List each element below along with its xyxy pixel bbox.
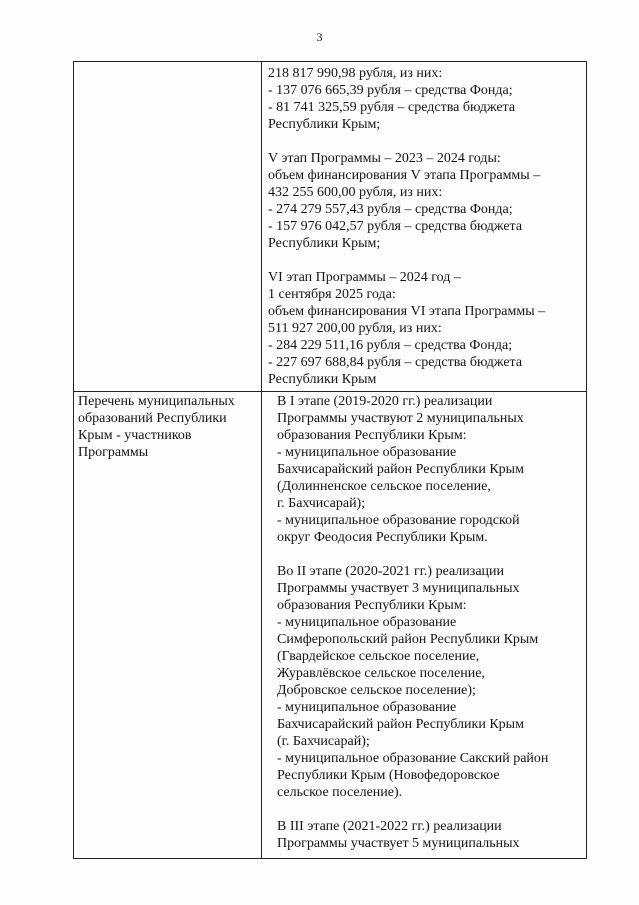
stage5-line: - 157 976 042,57 рубля – средства бюджета xyxy=(268,219,523,234)
stage3-line: Программы участвует 5 муниципальных xyxy=(277,836,520,851)
stage1-line: Программы участвуют 2 муниципальных xyxy=(277,411,524,426)
stage5-line: V этап Программы – 2023 – 2024 годы: xyxy=(268,151,501,166)
stage5-line: Республики Крым; xyxy=(268,236,381,251)
stage1-line: В I этапе (2019-2020 гг.) реализации xyxy=(277,394,493,409)
stage2-line: Программы участвует 3 муниципальных xyxy=(277,581,520,596)
stage2-line: Во II этапе (2020-2021 гг.) реализации xyxy=(277,564,505,579)
stage1-line: округ Феодосия Республики Крым. xyxy=(277,530,488,545)
stage6-line: - 284 229 511,16 рубля – средства Фонда; xyxy=(268,338,513,353)
stage1-line: - муниципальное образование городской xyxy=(277,513,520,528)
stage2-line: Добровское сельское поселение); xyxy=(277,683,476,698)
program-passport-table xyxy=(73,61,587,859)
stage2-line: Республики Крым (Новофедоровское xyxy=(277,768,500,783)
column-divider xyxy=(261,62,262,858)
funding-line: - 81 741 325,59 рубля – средства бюджета xyxy=(268,100,516,115)
page-number: 3 xyxy=(316,30,323,44)
participants-label-line: Программы xyxy=(78,445,149,460)
stage2-line: сельское поселение). xyxy=(277,785,403,800)
stage6-line: - 227 697 688,84 рубля – средства бюджета xyxy=(268,355,523,370)
stage2-line: образования Республики Крым: xyxy=(277,598,467,613)
stage5-line: 432 255 600,00 рубля, из них: xyxy=(268,185,443,200)
stage2-line: Бахчисарайский район Республики Крым xyxy=(277,717,524,732)
funding-cell xyxy=(268,65,582,388)
stage3-line: В III этапе (2021-2022 гг.) реализации xyxy=(277,819,502,834)
stage1-line: образования Республики Крым: xyxy=(277,428,467,443)
stage2-line: Симферопольский район Республики Крым xyxy=(277,632,539,647)
row-divider xyxy=(74,391,586,392)
stage2-line: - муниципальное образование Сакский район xyxy=(277,751,549,766)
funding-line: Республики Крым; xyxy=(268,117,381,132)
funding-line: 218 817 990,98 рубля, из них: xyxy=(268,66,443,81)
stage2-line: (г. Бахчисарай); xyxy=(277,734,370,749)
participants-cell xyxy=(277,393,582,852)
participants-label-line: образований Республики xyxy=(78,411,227,426)
stage1-line: Бахчисарайский район Республики Крым xyxy=(277,462,524,477)
stage6-line: Республики Крым xyxy=(268,372,377,387)
stage5-line: - 274 279 557,43 рубля – средства Фонда; xyxy=(268,202,513,217)
stage2-line: - муниципальное образование xyxy=(277,615,457,630)
stage6-line: объем финансирования VI этапа Программы – xyxy=(268,304,546,319)
funding-line: - 137 076 665,39 рубля – средства Фонда; xyxy=(268,83,513,98)
stage6-line: VI этап Программы – 2024 год – xyxy=(268,270,461,285)
stage2-line: - муниципальное образование xyxy=(277,700,457,715)
stage1-line: (Долинненское сельское поселение, xyxy=(277,479,491,494)
participants-label-line: Перечень муниципальных xyxy=(78,394,235,409)
participants-label-cell xyxy=(78,393,258,461)
participants-label-line: Крым - участников xyxy=(78,428,192,443)
stage6-line: 1 сентября 2025 года: xyxy=(268,287,396,302)
stage1-line: г. Бахчисарай); xyxy=(277,496,366,511)
stage1-line: - муниципальное образование xyxy=(277,445,457,460)
stage2-line: (Гвардейское сельское поселение, xyxy=(277,649,480,664)
stage2-line: Журавлёвское сельское поселение, xyxy=(277,666,485,681)
stage5-line: объем финансирования V этапа Программы – xyxy=(268,168,541,183)
stage6-line: 511 927 200,00 рубля, из них: xyxy=(268,321,442,336)
